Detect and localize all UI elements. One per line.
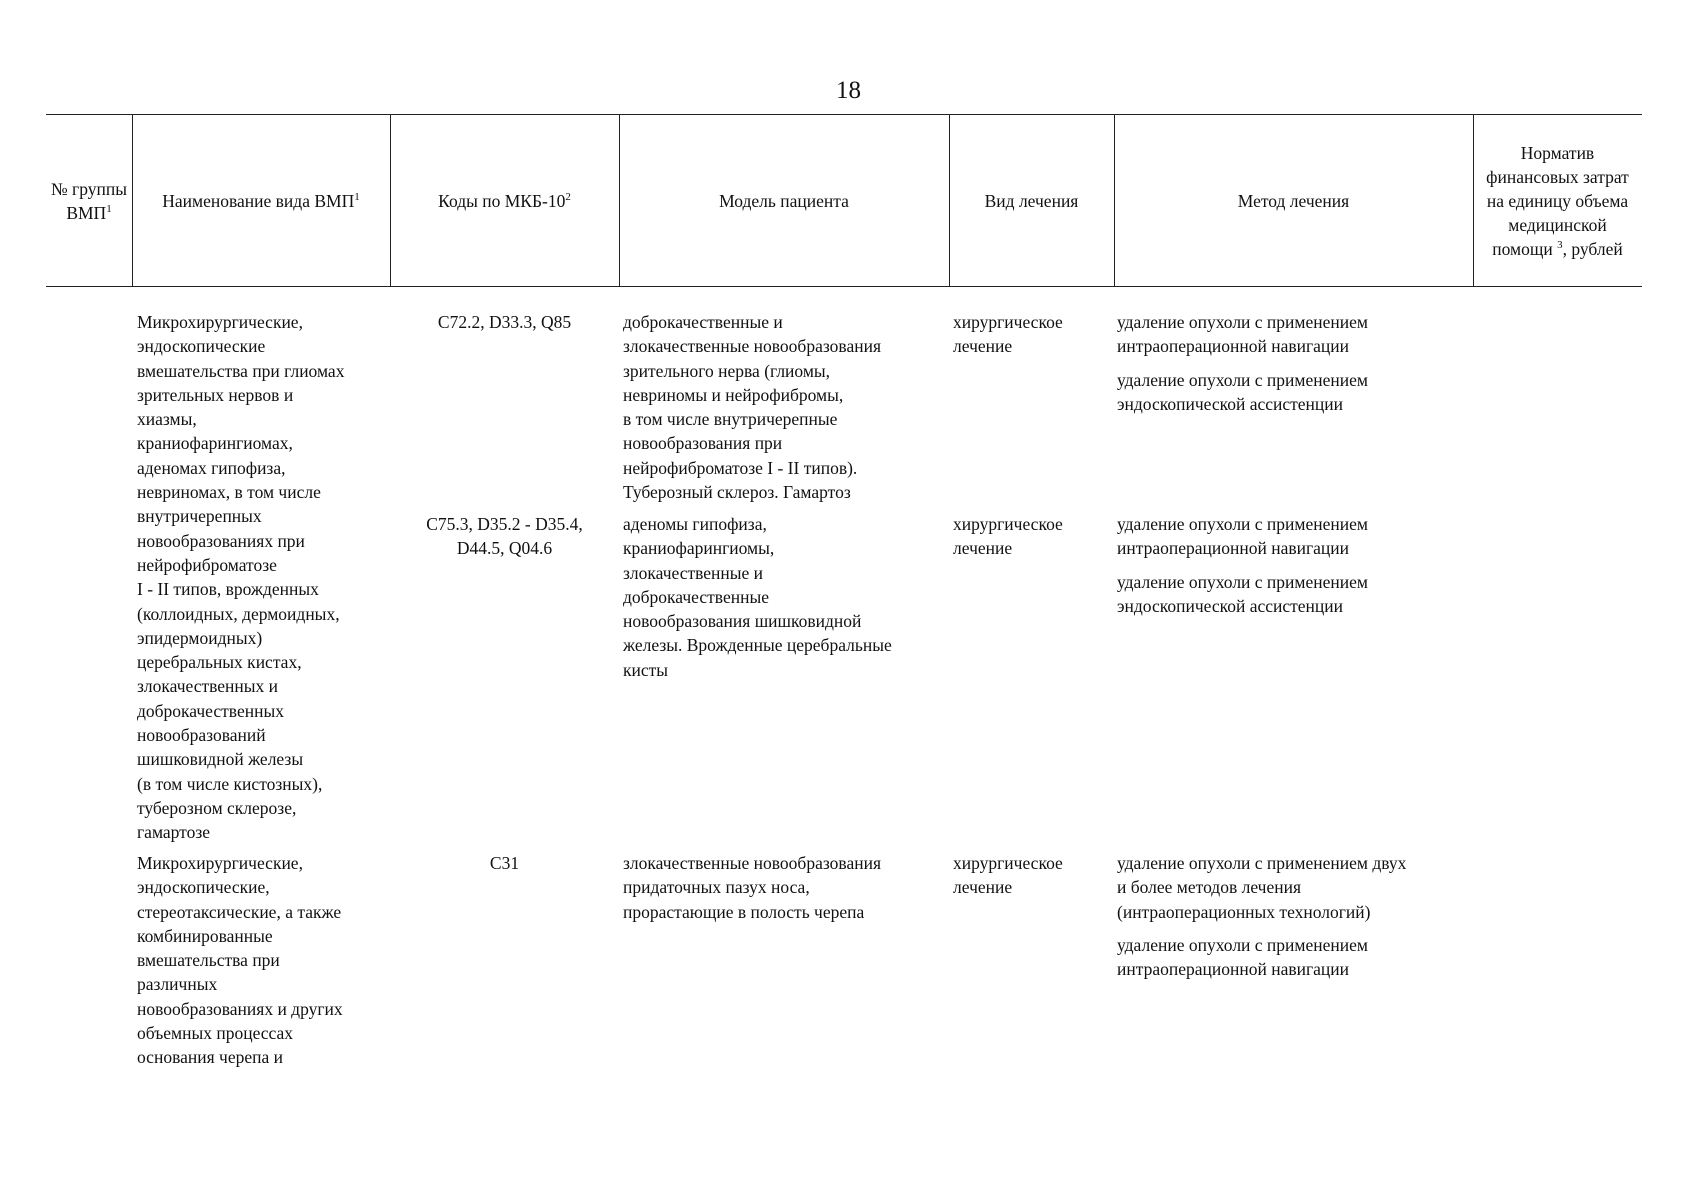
row-1a-treatment-type: хирургическое лечение xyxy=(953,312,1063,357)
method-item: удаление опухоли с применением эндоскопической ассистенции xyxy=(1117,369,1368,414)
row-1a-patient-model: доброкачественные и злокачественные новообразования зрительного нерва (глиомы, невриномы и нейрофибромы, в том числе внутричерепные новообразования при нейрофиброматозе I - II типов). Туберозный склероз. Гамартоз xyxy=(623,312,881,503)
header-group-no: № группы ВМП$^1$ xyxy=(50,178,127,223)
header-patient-model: Модель пациента xyxy=(719,190,849,211)
header-icd-codes: Коды по МКБ-$10^2$ xyxy=(438,190,571,211)
header-treatment-method: Метод лечения xyxy=(1237,190,1350,211)
row-2-vmp-name: Микрохирургические, эндоскопические, стереотаксические, а также комбинированные вмешательства при различных новообразованиях и других объемных процессах основания черепа и xyxy=(137,853,343,1068)
page-number: 18 xyxy=(836,77,861,104)
row-2-treatment-type: хирургическое лечение xyxy=(953,853,1063,898)
header-vmp-name: Наименование вида ВМП$^1$ xyxy=(162,190,360,211)
row-1b-treatment-type: хирургическое лечение xyxy=(953,514,1063,559)
row-1-vmp-name: Микрохирургические, эндоскопические вмешательства при глиомах зрительных нервов и хиазмы, краниофарингиомах, аденомах гипофиза, невриномах, в том числе внутричерепных новообразованиях при нейрофиброматозе I - II типов, врожденных (коллоидных, дермоидных, эпидермоидных) церебральных кистах, злокачественных и доброкачественных новообразований шишковидной железы (в том числе кистозных), туберозном склерозе, гамартозе xyxy=(137,312,345,843)
row-1a-icd-codes: C72.2, D33.3, Q85 xyxy=(437,312,572,332)
method-item: удаление опухоли с применением двух и более методов лечения (интраоперационных технологий) xyxy=(1117,853,1407,922)
table-header xyxy=(46,114,1642,287)
row-1b-icd-codes: C75.3, D35.2 - D35.4, D44.5, Q04.6 xyxy=(426,514,583,559)
row-1a-treatment-methods xyxy=(1117,310,1467,425)
method-item: удаление опухоли с применением интраоперационной навигации xyxy=(1117,514,1368,559)
row-2-treatment-methods xyxy=(1117,851,1467,990)
method-item: удаление опухоли с применением интраоперационной навигации xyxy=(1117,312,1368,357)
method-item: удаление опухоли с применением эндоскопической ассистенции xyxy=(1117,571,1368,616)
row-1b-patient-model: аденомы гипофиза, краниофарингиомы, злокачественные и доброкачественные новообразования шишковидной железы. Врожденные церебральные кисты xyxy=(623,514,892,680)
header-treatment-type: Вид лечения xyxy=(984,190,1079,211)
header-cost-norm: Норматив финансовых затрат на единицу объема медицинской помощи $^3$, рублей xyxy=(1486,142,1629,259)
row-2-icd-codes: C31 xyxy=(489,853,520,873)
method-item: удаление опухоли с применением интраоперационной навигации xyxy=(1117,934,1368,980)
row-1b-treatment-methods xyxy=(1117,512,1467,627)
row-2-patient-model: злокачественные новообразования придаточных пазух носа, прорастающие в полость черепа xyxy=(623,853,881,922)
